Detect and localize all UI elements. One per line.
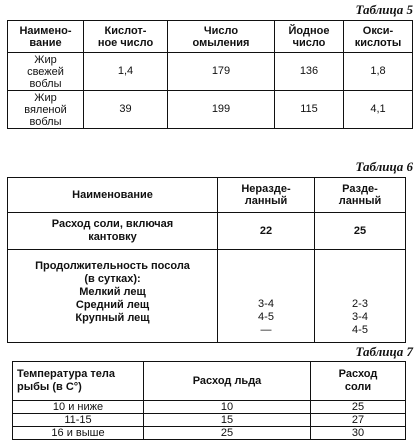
table5-header-oxyacids: Окси- кислоты (344, 21, 413, 53)
table5-cell: 4,1 (344, 91, 413, 129)
table7-header-temperature: Температура тела рыбы (в С°) (13, 362, 144, 401)
table6-cell: 25 (315, 213, 406, 250)
table-row (8, 213, 406, 250)
table5-cell: 1,8 (344, 53, 413, 91)
table6-fish-small: Мелкий лещ (79, 286, 146, 298)
table7-cell: 25 (144, 427, 311, 440)
table6-duration-cell (8, 250, 218, 343)
table6-cell: 3-4 (258, 298, 274, 310)
table6-caption: Таблица 6 (355, 159, 413, 174)
table6-header-name: Наименование (8, 178, 218, 213)
table6-header-whole: Нераздe- ланный (218, 178, 315, 213)
table-row (13, 401, 406, 414)
table6-header-dressed: Разде- ланный (315, 178, 406, 213)
table6 (7, 177, 406, 343)
table-row (13, 427, 406, 440)
table5-cell: 179 (168, 53, 275, 91)
table7-cell: 30 (311, 427, 406, 440)
table7-header-salt: Расход соли (311, 362, 406, 401)
table6-salt-label: Расход соли, включая кантовку (8, 213, 218, 250)
table7-cell: 10 и ниже (13, 401, 144, 414)
table7-cell: 11-15 (13, 414, 144, 427)
table6-cell: — (260, 324, 272, 336)
table6-cell: 3-4 (352, 311, 368, 323)
table5-cell: 136 (275, 53, 344, 91)
table-row (8, 91, 413, 129)
table6-header-row (8, 178, 406, 213)
table-row (13, 414, 406, 427)
table5-header-acid: Кислот- ное число (84, 21, 168, 53)
table5-row-label: Жир вяленой воблы (8, 91, 84, 129)
table5-header-iodine: Йодное число (275, 21, 344, 53)
table7-cell: 16 и выше (13, 427, 144, 440)
table5-header-saponification: Число омыления (168, 21, 275, 53)
table5-caption: Таблица 5 (355, 2, 413, 17)
table-row (8, 250, 406, 343)
table-row (8, 53, 413, 91)
table5-row-label: Жир свежей воблы (8, 53, 84, 91)
table7-header-ice: Расход льда (144, 362, 311, 401)
table6-fish-large: Крупный лещ (75, 312, 150, 324)
table6-duration-title: Продолжительность посола (в сутках): (35, 260, 190, 285)
table6-fish-medium: Средний лещ (75, 299, 150, 311)
table6-cell: 4-5 (258, 311, 274, 323)
table5-header-row (8, 21, 413, 53)
table6-cell: 4-5 (352, 324, 368, 336)
table6-cell: 22 (218, 213, 315, 250)
table7-cell: 10 (144, 401, 311, 414)
table6-duration-dressed (315, 250, 406, 343)
table7-caption: Таблица 7 (355, 344, 413, 359)
table5-cell: 199 (168, 91, 275, 129)
table7-header-row (13, 362, 406, 401)
table7 (12, 361, 406, 440)
table5 (7, 20, 413, 129)
table6-cell: 2-3 (352, 298, 368, 310)
table5-cell: 1,4 (84, 53, 168, 91)
table7-cell: 25 (311, 401, 406, 414)
table6-duration-whole (218, 250, 315, 343)
table5-cell: 39 (84, 91, 168, 129)
table5-cell: 115 (275, 91, 344, 129)
table5-header-name: Наимено- вание (8, 21, 84, 53)
table7-cell: 15 (144, 414, 311, 427)
table7-cell: 27 (311, 414, 406, 427)
